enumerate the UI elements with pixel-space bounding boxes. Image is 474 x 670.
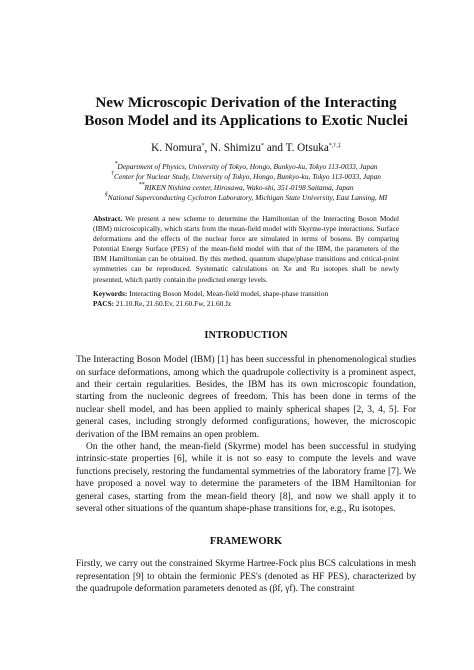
keywords-label: Keywords:	[93, 288, 128, 298]
pacs-text: 21.10.Re, 21.60.Ev, 21.60.Fw, 21.60.Jz	[115, 298, 232, 308]
author-mark: *,†,‡	[328, 143, 341, 149]
keywords-line	[93, 289, 399, 299]
affiliation-text: Center for Nuclear Study, University of Tokyo, Hongo, Bunkyo-ku, Tokyo 113-0033, Japan	[114, 172, 381, 182]
affiliation	[76, 172, 416, 182]
body-paragraph: Firstly, we carry out the constrained Skyrme Hartree-Fock plus BCS calculations in mesh representation [9] to obtain the fermionic PES's (denoted as HF PES), characterized by the quadrupole deformation parameters denoted as (βf, γf). The constraint	[76, 559, 416, 595]
pacs-line	[93, 299, 399, 309]
abstract	[93, 214, 399, 285]
paper-title: New Microscopic Derivation of the Interacting Boson Model and its Applications to Exotic Nuclei	[84, 94, 408, 129]
author-name: T. Otsuka	[285, 142, 329, 154]
author-list	[76, 141, 416, 155]
affiliation-text: National Superconducting Cyclotron Laboratory, Michigan State University, East Lansing, MI	[107, 193, 388, 203]
author-separator: ,	[204, 142, 211, 154]
keywords-text: Interacting Boson Model, Mean-field model, shape-phase transition	[129, 288, 329, 298]
keywords-block	[93, 289, 399, 309]
author-name: K. Nomura	[151, 142, 202, 154]
affiliation	[76, 193, 416, 203]
section-heading-framework: FRAMEWORK	[209, 536, 283, 548]
abstract-label: Abstract.	[93, 213, 123, 223]
author-mark: *	[201, 143, 205, 149]
affiliation-mark: †	[111, 171, 114, 178]
author-name: N. Shimizu	[210, 142, 262, 154]
author-separator: and	[264, 142, 286, 154]
affiliation	[76, 183, 416, 193]
section-heading-introduction: INTRODUCTION	[204, 330, 288, 342]
affiliation-mark: *	[114, 161, 118, 167]
affiliation-text: Department of Physics, University of Tokyo, Hongo, Bunkyo-ku, Tokyo 113-0033, Japan	[117, 162, 378, 171]
affiliation-list	[76, 162, 416, 204]
paper-page	[76, 94, 416, 596]
pacs-label: PACS:	[93, 298, 115, 308]
affiliation	[76, 162, 416, 172]
affiliation-text: RIKEN Nishina center, Hirosawa, Wako-shi, 351-0198 Saitama, Japan	[144, 182, 354, 192]
affiliation-mark: §	[104, 192, 108, 199]
body-paragraph: On the other hand, the mean-field (Skyrme) model has been successful in studying intrinsic-state properties [6], while it is not so easy to compute the levels and wave functions precisely, restoring the fundamental symmetries of the laboratory frame [7]. We have proposed a novel way to determine the parameters of the IBM Hamiltonian for general cases, starting from the mean-field theory [8], and now we shall apply it to several other situations of the quantum shape-phase transitions for, e.g., Ru isotopes.	[76, 441, 416, 514]
affiliation-mark: **	[138, 181, 145, 188]
body-paragraph: The Interacting Boson Model (IBM) [1] has been successful in phenomenological studies on surface deformations, among which the quadrupole collectivity is a prominent aspect, and their certain regularities. Besides, the IBM has its own microscopic foundation, starting from the nucleonic degrees of freedom. This has been done in terms of the nuclear shell model, and has been applied to mainly spherical shapes [2, 3, 4, 5]. For general cases, including strongly deformed configurations, however, the microscopic derivation of the IBM remains an open problem.	[76, 355, 416, 440]
author-mark: *	[261, 143, 265, 149]
abstract-text: We present a new scheme to determine the Hamiltonian of the Interacting Boson Model (IBM) microscopically, which starts from the mean-field model with Skyrme-type interactions. Surface deformations and the effects of the nuclear force are simulated in terms of bosons. By comparing Potential Energy Surface (PES) of the mean-field model with that of the IBM, the parameters of the IBM Hamiltonian can be obtained. By this method, quantum shape/phase transitions and critical-point symmetries can be reproduced. Systematic calculations on Xe and Ru isotopes shall be newly presented, which partly contain the predicted energy levels.	[93, 213, 399, 284]
